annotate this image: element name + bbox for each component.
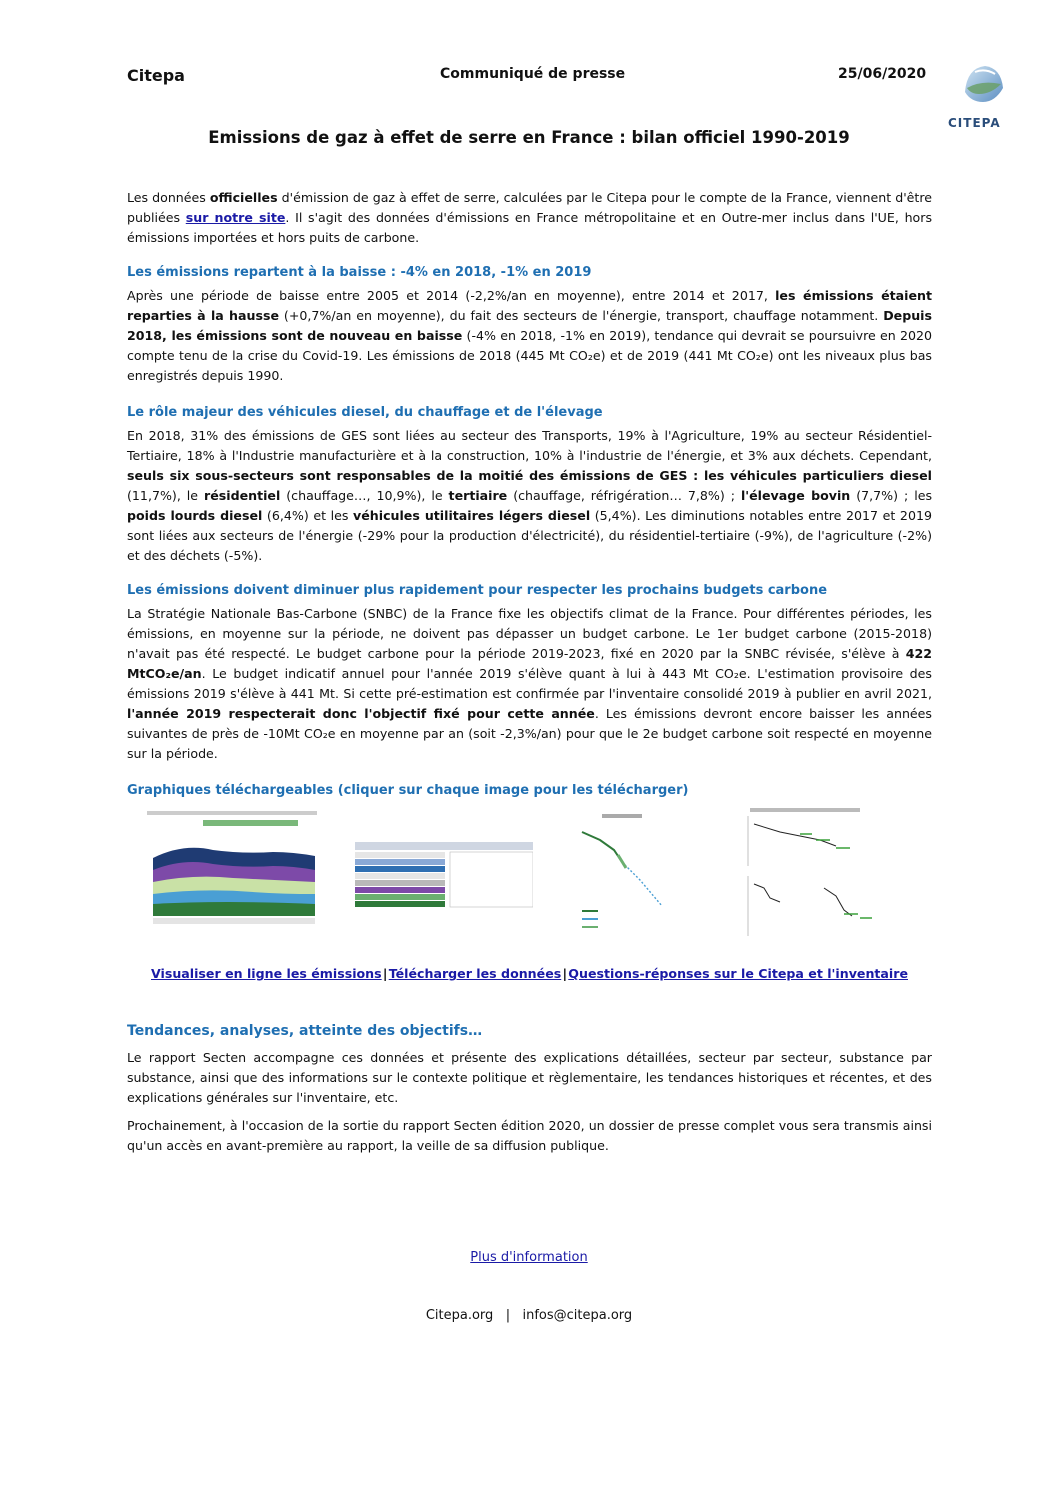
- section-heading-budgets: Les émissions doivent diminuer plus rapidement pour respecter les prochains budgets carbone: [127, 583, 828, 598]
- logo-text: CITEPA: [948, 116, 1001, 130]
- download-links-row: [127, 966, 932, 981]
- thumbnail-budget-charts[interactable]: [740, 806, 890, 938]
- intro-paragraph: Les données officielles d'émission de gaz à effet de serre, calculées par le Citepa pour le compte de la France, viennent d'être publiées sur notre site. Il s'agit des données d'émissions en France métropolitaine et en Outre-mer inclus dans l'UE, hors émissions importées et hors puits de carbone.: [127, 190, 933, 245]
- section-body-baisse: Après une période de baisse entre 2005 et 2014 (-2,2%/an en moyenne), entre 2014 et 2017, les émissions étaient reparties à la hausse (+0,7%/an en moyenne), du fait des secteurs de l'énergie, transport, chauffage notamment. Depuis 2018, les émissions sont de nouveau en baisse (-4% en 2018, -1% en 2019), tendance qui devrait se poursuivre en 2020 compte tenu de la crise du Covid-19. Les émissions de 2018 (445 Mt CO₂e) et de 2019 (441 Mt CO₂e) ont les niveaux plus bas enregistrés depuis 1990.: [127, 288, 932, 383]
- footer-separator: |: [505, 1308, 511, 1323]
- section-heading-graphiques: Graphiques téléchargeables (cliquer sur chaque image pour les télécharger): [127, 783, 689, 798]
- header-doc-type: Communiqué de presse: [440, 66, 626, 82]
- telecharger-link[interactable]: Télécharger les données: [388, 966, 562, 981]
- questions-link[interactable]: Questions-réponses sur le Citepa et l'inventaire: [568, 966, 908, 981]
- thumbnail-trajectory-chart[interactable]: [570, 810, 685, 935]
- footer-contact: [0, 1308, 1058, 1323]
- header-org: Citepa: [127, 66, 185, 85]
- header-date: 25/06/2020: [838, 66, 927, 82]
- section-heading-tendances: Tendances, analyses, atteinte des objectifs…: [127, 1023, 483, 1039]
- links-separator: |: [382, 966, 388, 981]
- more-info-row: [0, 1250, 1058, 1265]
- links-separator: |: [562, 966, 568, 981]
- tendances-paragraph-2: Prochainement, à l'occasion de la sortie du rapport Secten édition 2020, un dossier de presse complet vous sera transmis ainsi qu'un accès en avant-première au rapport, la veille de sa diffusion publique.: [127, 1118, 932, 1153]
- section-heading-vehicules: Le rôle majeur des véhicules diesel, du chauffage et de l'élevage: [127, 405, 603, 420]
- tendances-paragraph-1: Le rapport Secten accompagne ces données et présente des explications détaillées, secteur par secteur, substance par substance, ainsi que des informations sur le contexte politique et règlementaire, les tendances historiques et récentes, et des explications générales sur l'inventaire, etc.: [127, 1050, 932, 1105]
- footer-email[interactable]: infos@citepa.org: [522, 1308, 633, 1323]
- thumbnail-table[interactable]: [355, 842, 533, 912]
- thumbnail-area-chart[interactable]: [143, 808, 323, 933]
- visualiser-link[interactable]: Visualiser en ligne les émissions: [151, 966, 382, 981]
- more-info-link[interactable]: Plus d'information: [470, 1250, 588, 1265]
- footer-site[interactable]: Citepa.org: [425, 1308, 494, 1323]
- section-heading-baisse: Les émissions repartent à la baisse : -4% en 2018, -1% en 2019: [127, 265, 592, 280]
- section-body-tendances: [127, 1048, 932, 1156]
- page-title: Emissions de gaz à effet de serre en France : bilan officiel 1990-2019: [208, 128, 850, 147]
- section-body-vehicules: En 2018, 31% des émissions de GES sont liées au secteur des Transports, 19% à l'Agriculture, 19% au secteur Résidentiel-Tertiaire, 18% à l'Industrie manufacturière et à la construction, 10% à l'industrie de l'énergie, et 3% aux déchets. Cependant, seuls six sous-secteurs sont responsables de la moitié des émissions de GES : les véhicules particuliers diesel (11,7%), le résidentiel (chauffage…, 10,9%), le tertiaire (chauffage, réfrigération… 7,8%) ; l'élevage bovin (7,7%) ; les poids lourds diesel (6,4%) et les véhicules utilitaires légers diesel (5,4%). Les diminutions notables entre 2017 et 2019 sont liées aux secteurs de l'énergie (-29% pour la production d'électricité), du résidentiel-tertiaire (-9%), de l'agriculture (-2%) et des déchets (-5%).: [127, 428, 933, 563]
- site-link[interactable]: sur notre site: [185, 210, 286, 225]
- section-body-budgets: La Stratégie Nationale Bas-Carbone (SNBC) de la France fixe les objectifs climat de la France. Pour différentes périodes, les émissions, en moyenne sur la période, ne doivent pas dépasser un budget carbone. Le 1er budget carbone (2015-2018) n'avait pas été respecté. Le budget carbone pour la période 2019-2023, fixé en 2020 par la SNBC révisée, s'élève à 422 MtCO₂e/an. Le budget indicatif annuel pour l'année 2019 s'élève quant à lui à 443 Mt CO₂e. L'estimation provisoire des émissions 2019 s'élève à 441 Mt. Si cette pré-estimation est confirmée par l'inventaire consolidé 2019 à publier en avril 2021, l'année 2019 respecterait donc l'objectif fixé pour cette année. Les émissions devront encore baisser les années suivantes de près de -10Mt CO₂e en moyenne par an (soit -2,3%/an) pour que le 2e budget carbone soit respecté en moyenne sur la période.: [127, 606, 932, 761]
